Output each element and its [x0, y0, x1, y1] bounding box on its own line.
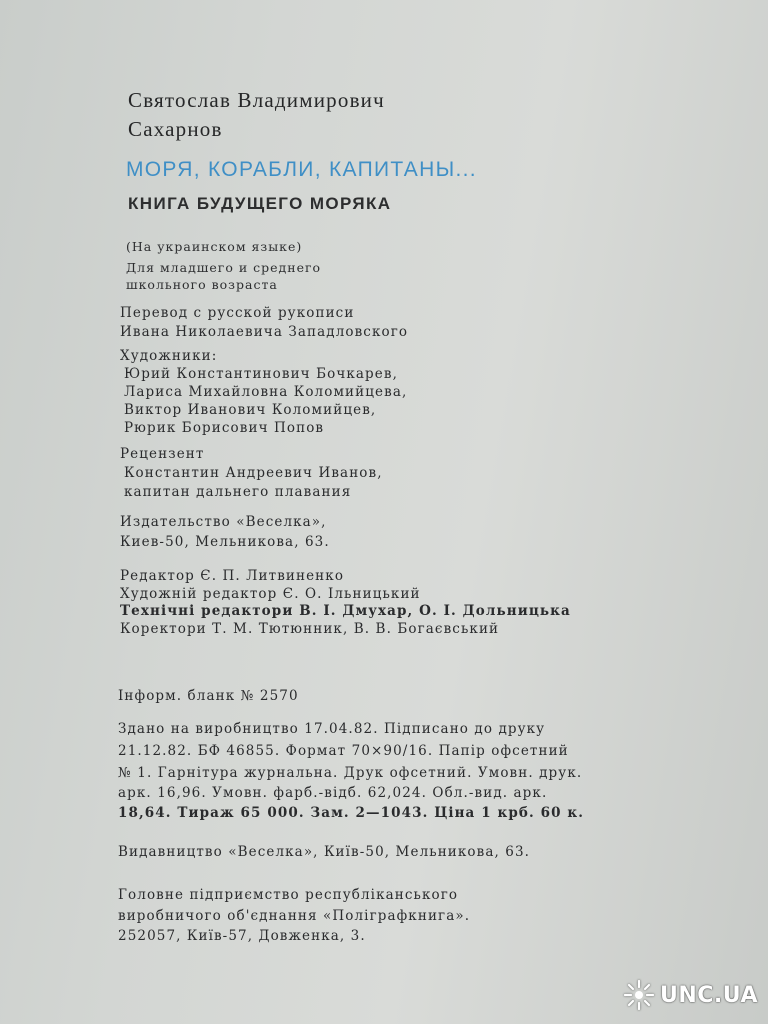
audience-line-2: школьного возраста [126, 277, 278, 292]
artist-name: Лариса Михайловна Коломийцева, [124, 384, 408, 400]
production-line: № 1. Гарнітура журнальна. Друк офсетний. Умовн. друк. [118, 765, 583, 781]
publisher-line-2: Киев-50, Мельникова, 63. [120, 534, 330, 550]
reviewer-role: капитан дальнего плавания [124, 484, 352, 500]
book-subtitle: КНИГА БУДУЩЕГО МОРЯКА [128, 194, 392, 213]
artist-name: Рюрик Борисович Попов [124, 420, 325, 436]
printer-line: виробничого об'єднання «Поліграфкнига». [118, 908, 471, 924]
artists-heading: Художники: [120, 348, 218, 364]
tech-editors-line: Технічні редактори В. І. Дмухар, О. І. Дольницька [120, 603, 571, 619]
publisher-ua-line: Видавництво «Веселка», Київ-50, Мельникова, 63. [118, 844, 531, 860]
translation-line-2: Ивана Николаевича Западловского [120, 324, 409, 340]
audience-line-1: Для младшего и среднего [126, 260, 322, 275]
production-line: 18,64. Тираж 65 000. Зам. 2—1043. Ціна 1 крб. 60 к. [118, 805, 585, 821]
production-line: арк. 16,96. Умовн. фарб.-відб. 62,024. Обл.-вид. арк. [118, 785, 548, 801]
production-line: 21.12.82. БФ 46855. Формат 70×90/16. Папір офсетний [118, 743, 569, 759]
artist-name: Виктор Иванович Коломийцев, [124, 402, 377, 418]
reviewer-name: Константин Андреевич Иванов, [124, 465, 383, 481]
watermark-text: UNC.UA [660, 982, 758, 1008]
reviewer-heading: Рецензент [120, 446, 205, 462]
art-editor-line: Художній редактор Є. О. Ільницький [120, 586, 421, 602]
book-title: МОРЯ, КОРАБЛИ, КАПИТАНЫ... [126, 158, 477, 181]
production-line: Здано на виробництво 17.04.82. Підписано до друку [118, 721, 546, 737]
author-last-name: Сахарнов [128, 117, 223, 141]
author-first-name: Святослав Владимирович [128, 88, 385, 112]
printer-line: 252057, Київ-57, Довженка, 3. [118, 928, 366, 944]
publisher-line-1: Издательство «Веселка», [120, 514, 327, 530]
language-note: (На украинском языке) [126, 239, 303, 254]
printer-line: Головне підприємство республіканського [118, 887, 459, 903]
sunburst-logo-icon [622, 978, 656, 1012]
inform-blank: Інформ. бланк № 2570 [118, 688, 299, 704]
translation-line-1: Перевод с русской рукописи [120, 305, 355, 321]
artist-name: Юрий Константинович Бочкарев, [124, 366, 398, 382]
editor-line: Редактор Є. П. Литвиненко [120, 568, 345, 584]
site-watermark [622, 978, 758, 1012]
proofreaders-line: Коректори Т. М. Тютюнник, В. В. Богаєвський [120, 621, 500, 637]
